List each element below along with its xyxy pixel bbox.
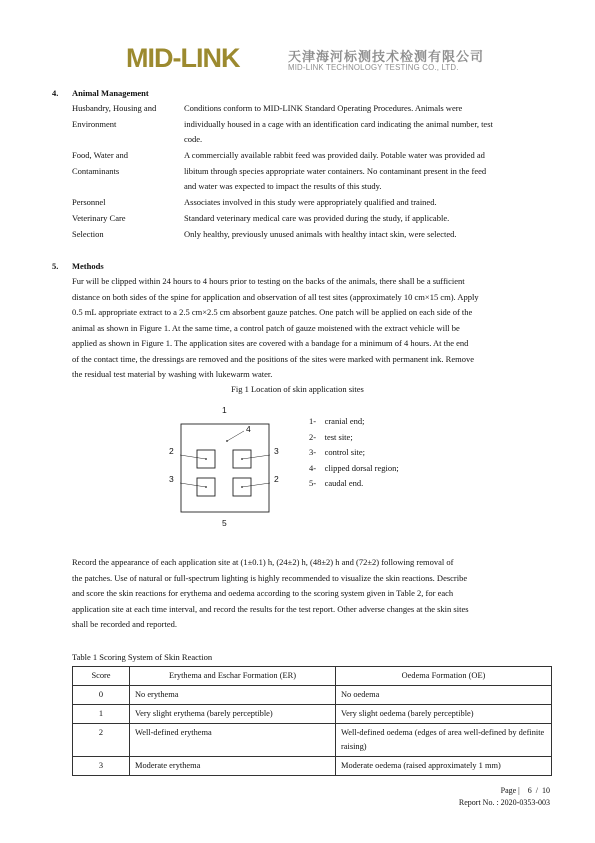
scoring-table — [72, 666, 552, 776]
leader-line — [242, 455, 270, 459]
text-line: libitum through species appropriate water containers. No contaminant present in the feed — [184, 165, 487, 176]
header-score: Score — [73, 667, 130, 686]
table-header-row — [73, 667, 552, 686]
text-line: of the contact time, the dressings are removed and the positions of the sites were marked with permanent ink. Remove — [72, 353, 474, 364]
fig-label-right-lower: 2 — [274, 474, 279, 484]
leader-line — [180, 483, 206, 487]
header-erythema: Erythema and Eschar Formation (ER) — [130, 667, 336, 686]
text-line: the residual test material by washing with lukewarm water. — [72, 369, 273, 379]
text-line: and score the skin reactions for erythema and oedema according to the scoring system given in Table 2, for each — [72, 588, 454, 598]
cell-score: 1 — [73, 705, 130, 724]
cell-oedema: No oedema — [336, 686, 552, 705]
text-line: distance on both sides of the spine for application and observation of all test sites (approximately 10 cm×15 cm). Apply — [72, 291, 479, 302]
text-line: and water was expected to impact the results of this study. — [184, 181, 382, 191]
site-left-upper — [197, 450, 215, 468]
row-label-veterinary: Veterinary Care — [72, 213, 126, 223]
text-line: animal as shown in Figure 1. At the same time, a control patch of gauze moistened with the extract vehicle will be — [72, 322, 460, 333]
site-right-upper — [233, 450, 251, 468]
row-label-husbandry-2: Environment — [72, 119, 117, 129]
legend-item: 3- control site; — [309, 447, 365, 457]
page-number: Page | 6 / 10 — [500, 786, 550, 795]
row-text-selection: Only healthy, previously unused animals with healthy intact skin, were selected. — [184, 229, 457, 239]
text-line: applied as shown in Figure 1. The application sites are covered with a bandage for a minimum of 4 hours. At the end — [72, 338, 469, 348]
text-line: Fur will be clipped within 24 hours to 4 hours prior to testing on the backs of the animals, there shall be a sufficient — [72, 276, 465, 286]
row-label-selection: Selection — [72, 229, 104, 239]
leader-line — [180, 455, 206, 459]
leader-line — [227, 431, 244, 441]
table-row — [73, 705, 552, 724]
fig-label-top: 1 — [222, 405, 227, 415]
row-label-food-1: Food, Water and — [72, 150, 129, 160]
report-number: Report No. : 2020-0353-003 — [458, 798, 550, 807]
figure-caption: Fig 1 Location of skin application sites — [231, 384, 364, 394]
row-text-personnel: Associates involved in this study were appropriately qualified and trained. — [184, 197, 437, 207]
row-text-husbandry — [184, 101, 493, 148]
fig-label-left-upper: 2 — [169, 446, 174, 456]
table-row — [73, 757, 552, 776]
row-label-personnel: Personnel — [72, 197, 106, 207]
site-dot — [205, 458, 207, 460]
site-left-lower — [197, 478, 215, 496]
text-line: 0.5 mL appropriate extract to a 2.5 cm×2.5 cm absorbent gauze patches. One patch will be applied on each side of the — [72, 307, 473, 317]
section-4-title: Animal Management — [72, 88, 149, 98]
table-row — [73, 724, 552, 757]
fig-label-left-lower: 3 — [169, 474, 174, 484]
section-4-number: 4. — [52, 88, 59, 98]
cell-erythema: No erythema — [130, 686, 336, 705]
leader-line — [242, 483, 270, 487]
text-line: A commercially available rabbit feed was provided daily. Potable water was provided ad — [184, 150, 485, 160]
clipped-region-box — [181, 424, 269, 512]
brand-wordmark: MID-LINK — [126, 43, 240, 73]
cell-score: 2 — [73, 724, 130, 757]
table-row — [73, 686, 552, 705]
section-5-title: Methods — [72, 261, 104, 271]
methods-paragraph-1 — [72, 274, 552, 383]
company-logo — [0, 40, 595, 76]
cell-erythema: Moderate erythema — [130, 757, 336, 776]
company-name-chinese: 天津海河标测技术检测有限公司 — [288, 50, 485, 65]
site-dot — [241, 486, 243, 488]
cell-oedema: Moderate oedema (raised approximately 1 mm) — [336, 757, 552, 776]
row-text-veterinary: Standard veterinary medical care was provided during the study, if applicable. — [184, 213, 450, 223]
fig-label-right-upper: 3 — [274, 446, 279, 456]
legend-item: 2- test site; — [309, 431, 353, 442]
legend-item: 5- caudal end. — [309, 478, 364, 488]
site-dot — [226, 440, 228, 442]
fig-label-bottom: 5 — [222, 518, 227, 528]
cell-oedema: Very slight oedema (barely perceptible) — [336, 705, 552, 724]
row-label-husbandry-1: Husbandry, Housing and — [72, 103, 157, 113]
methods-paragraph-2 — [72, 555, 552, 633]
site-dot — [241, 458, 243, 460]
text-line: the patches. Use of natural or full-spectrum lighting is highly recommended to visualize the skin reactions. Describe — [72, 572, 468, 583]
header-oedema: Oedema Formation (OE) — [336, 667, 552, 686]
text-line: individually housed in a cage with an identification card indicating the animal number, test — [184, 118, 493, 129]
cell-erythema: Well-defined erythema — [130, 724, 336, 757]
text-line: application site at each time interval, and record the results for the test report. Other adverse changes at the skin sites — [72, 603, 469, 614]
cell-score: 3 — [73, 757, 130, 776]
table-caption: Table 1 Scoring System of Skin Reaction — [72, 652, 213, 662]
company-name-english: MID-LINK TECHNOLOGY TESTING CO., LTD. — [288, 63, 459, 72]
row-label-food-2: Contaminants — [72, 166, 120, 176]
section-5-number: 5. — [52, 261, 59, 271]
figure-legend — [309, 414, 399, 492]
text-line: shall be recorded and reported. — [72, 619, 178, 629]
text-line: Conditions conform to MID-LINK Standard Operating Procedures. Animals were — [184, 103, 463, 113]
text-line: code. — [184, 134, 203, 144]
cell-score: 0 — [73, 686, 130, 705]
cell-oedema: Well-defined oedema (edges of area well-defined by definite raising) — [336, 724, 552, 757]
text-line: Record the appearance of each application site at (1±0.1) h, (24±2) h, (48±2) h and (72±2) following removal of — [72, 557, 454, 567]
legend-item: 4- clipped dorsal region; — [309, 462, 399, 473]
cell-erythema: Very slight erythema (barely perceptible) — [130, 705, 336, 724]
site-dot — [205, 486, 207, 488]
legend-item: 1- cranial end; — [309, 416, 365, 426]
site-right-lower — [233, 478, 251, 496]
fig-label-corner: 4 — [246, 424, 251, 434]
row-text-food — [184, 148, 486, 195]
